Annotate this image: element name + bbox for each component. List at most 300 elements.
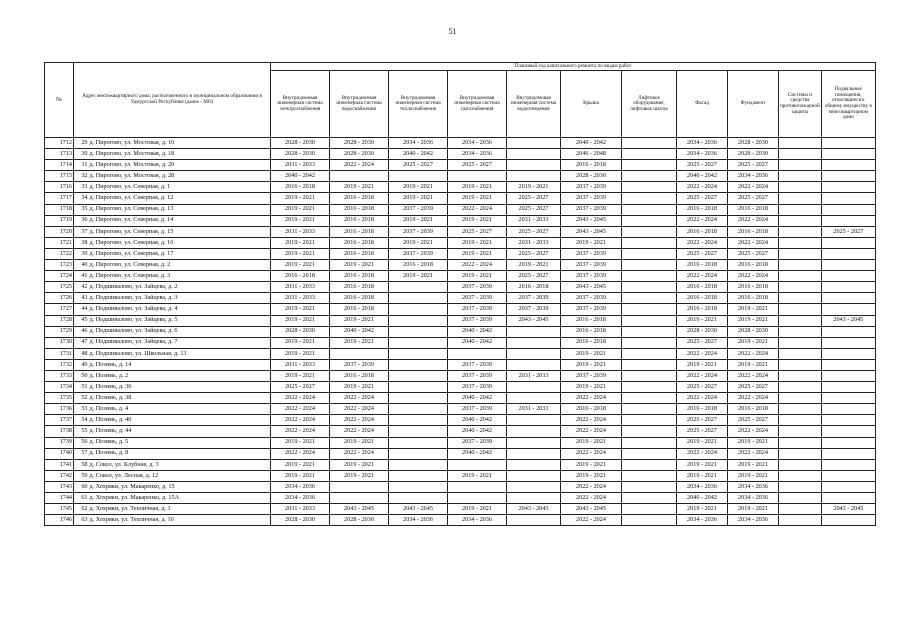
table-row — [45, 260, 876, 271]
row-work-period: 2034 - 2036 — [728, 171, 779, 182]
row-address: д. Пирогово, ул. Северная, д. 15 — [89, 226, 271, 237]
row-local-number: 33 — [74, 182, 89, 193]
row-work-period — [821, 370, 875, 381]
row-work-period — [821, 382, 875, 393]
row-address: д. Подшивалово, ул. Школьная, д. 13 — [89, 348, 271, 359]
row-work-period: 2016 - 2018 — [728, 204, 779, 215]
row-work-period: 2016 - 2018 — [677, 293, 728, 304]
table-row — [45, 448, 876, 459]
row-work-period: 2016 - 2018 — [330, 226, 389, 237]
row-work-period — [779, 248, 822, 259]
table-body — [45, 138, 876, 526]
row-local-number: 29 — [74, 138, 89, 149]
row-work-period: 2016 - 2018 — [330, 304, 389, 315]
row-work-period: 2043 - 2045 — [821, 315, 875, 326]
row-global-number: 1740 — [45, 448, 74, 459]
row-work-period: 2016 - 2018 — [330, 271, 389, 282]
header-elevator: Лифтовое оборудование, лифтовые шахты — [622, 71, 677, 138]
table-row — [45, 426, 876, 437]
row-work-period: 2043 - 2045 — [561, 282, 622, 293]
row-work-period: 2040 - 2042 — [448, 337, 507, 348]
row-work-period: 2019 - 2021 — [448, 271, 507, 282]
row-work-period: 2025 - 2027 — [507, 193, 561, 204]
row-local-number: 37 — [74, 226, 89, 237]
row-work-period — [779, 437, 822, 448]
row-work-period: 2016 - 2018 — [389, 260, 448, 271]
row-work-period — [779, 448, 822, 459]
row-work-period — [330, 348, 389, 359]
row-work-period — [507, 393, 561, 404]
row-work-period — [389, 171, 448, 182]
row-work-period: 2037 - 2039 — [389, 204, 448, 215]
row-work-period: 2028 - 2030 — [728, 149, 779, 160]
row-work-period — [448, 459, 507, 470]
row-work-period — [821, 448, 875, 459]
row-work-period: 2019 - 2021 — [728, 315, 779, 326]
row-work-period: 2025 - 2027 — [448, 160, 507, 171]
row-work-period — [821, 171, 875, 182]
row-address: д. Позимь, д. 8 — [89, 448, 271, 459]
row-work-period: 2025 - 2027 — [728, 382, 779, 393]
row-global-number: 1732 — [45, 359, 74, 370]
row-global-number: 1744 — [45, 493, 74, 504]
row-work-period — [779, 481, 822, 492]
row-work-period: 2022 - 2024 — [330, 393, 389, 404]
row-address: д. Подшивалово, ул. Зайцева, д. 2 — [89, 282, 271, 293]
row-local-number: 32 — [74, 171, 89, 182]
row-work-period: 2037 - 2039 — [561, 260, 622, 271]
row-work-period: 2043 - 2045 — [507, 504, 561, 515]
header-gas-supply: Внутридомовая инженерная система газоснабжения — [448, 71, 507, 138]
table-row — [45, 337, 876, 348]
row-work-period — [821, 182, 875, 193]
row-work-period: 2022 - 2024 — [677, 448, 728, 459]
row-local-number: 63 — [74, 515, 89, 526]
row-work-period — [779, 138, 822, 149]
row-global-number: 1724 — [45, 271, 74, 282]
row-work-period: 2028 - 2030 — [330, 515, 389, 526]
row-address: д. Хохряки, ул. Тепличная, д. 10 — [89, 515, 271, 526]
row-work-period — [507, 171, 561, 182]
row-local-number: 61 — [74, 493, 89, 504]
row-address: д. Хохряки, ул. Макаренко, д. 15А — [89, 493, 271, 504]
row-work-period: 2034 - 2036 — [271, 493, 330, 504]
row-global-number: 1717 — [45, 193, 74, 204]
row-global-number: 1730 — [45, 337, 74, 348]
row-work-period: 2016 - 2018 — [330, 370, 389, 381]
row-global-number: 1741 — [45, 459, 74, 470]
row-work-period — [389, 282, 448, 293]
row-work-period — [507, 382, 561, 393]
row-work-period — [821, 138, 875, 149]
row-work-period — [821, 304, 875, 315]
row-work-period — [507, 448, 561, 459]
row-work-period: 2019 - 2021 — [448, 193, 507, 204]
row-local-number: 44 — [74, 304, 89, 315]
row-work-period: 2022 - 2024 — [271, 404, 330, 415]
row-work-period: 2019 - 2021 — [271, 248, 330, 259]
row-work-period: 2025 - 2027 — [677, 193, 728, 204]
row-work-period — [821, 459, 875, 470]
table-row — [45, 382, 876, 393]
row-address: д. Позимь, д. 4 — [89, 404, 271, 415]
row-work-period: 2031 - 2033 — [507, 404, 561, 415]
row-work-period — [779, 304, 822, 315]
row-global-number: 1714 — [45, 160, 74, 171]
row-work-period: 2025 - 2027 — [728, 193, 779, 204]
row-work-period: 2016 - 2018 — [677, 260, 728, 271]
row-work-period: 2019 - 2021 — [271, 348, 330, 359]
row-work-period: 2034 - 2036 — [448, 515, 507, 526]
row-work-period: 2016 - 2018 — [728, 226, 779, 237]
header-foundation: Фундамент — [728, 71, 779, 138]
row-work-period: 2031 - 2033 — [271, 504, 330, 515]
table-row — [45, 404, 876, 415]
row-work-period: 2019 - 2021 — [330, 470, 389, 481]
row-work-period — [622, 437, 677, 448]
row-local-number: 50 — [74, 370, 89, 381]
row-work-period — [507, 326, 561, 337]
row-work-period: 2022 - 2024 — [271, 426, 330, 437]
row-work-period: 2019 - 2021 — [677, 470, 728, 481]
row-work-period — [779, 226, 822, 237]
row-work-period: 2016 - 2018 — [728, 404, 779, 415]
row-work-period: 2028 - 2030 — [271, 326, 330, 337]
row-work-period — [389, 348, 448, 359]
row-work-period — [389, 293, 448, 304]
row-work-period: 2019 - 2021 — [448, 504, 507, 515]
row-work-period: 2019 - 2021 — [271, 215, 330, 226]
row-work-period: 2022 - 2024 — [677, 348, 728, 359]
row-work-period — [779, 404, 822, 415]
row-work-period: 2040 - 2042 — [389, 149, 448, 160]
row-work-period — [622, 481, 677, 492]
row-work-period: 2031 - 2033 — [507, 370, 561, 381]
table-row — [45, 459, 876, 470]
row-work-period — [821, 282, 875, 293]
row-work-period — [821, 359, 875, 370]
row-work-period: 2019 - 2021 — [728, 459, 779, 470]
row-work-period — [821, 215, 875, 226]
row-work-period: 2037 - 2039 — [389, 248, 448, 259]
header-sewerage: Внутридомовая инженерная система водоотведения — [507, 71, 561, 138]
row-work-period — [821, 470, 875, 481]
table-row — [45, 149, 876, 160]
row-work-period: 2043 - 2045 — [561, 226, 622, 237]
row-work-period: 2025 - 2027 — [507, 248, 561, 259]
row-work-period — [389, 370, 448, 381]
row-work-period: 2031 - 2033 — [271, 359, 330, 370]
row-work-period: 2019 - 2021 — [507, 260, 561, 271]
row-work-period: 2037 - 2039 — [448, 370, 507, 381]
row-local-number: 52 — [74, 393, 89, 404]
row-work-period — [821, 493, 875, 504]
row-work-period: 2043 - 2045 — [389, 504, 448, 515]
row-work-period: 2031 - 2033 — [271, 282, 330, 293]
row-work-period: 2019 - 2021 — [271, 237, 330, 248]
row-work-period: 2022 - 2024 — [448, 260, 507, 271]
row-work-period — [779, 160, 822, 171]
row-work-period — [507, 415, 561, 426]
row-work-period: 2034 - 2036 — [677, 149, 728, 160]
table-row — [45, 226, 876, 237]
row-address: д. Подшивалово, ул. Зайцева, д. 3 — [89, 293, 271, 304]
row-global-number: 1727 — [45, 304, 74, 315]
row-work-period — [448, 171, 507, 182]
row-work-period: 2028 - 2030 — [728, 326, 779, 337]
header-roof: Крыша — [561, 71, 622, 138]
row-work-period — [507, 493, 561, 504]
row-work-period: 2016 - 2018 — [271, 182, 330, 193]
row-local-number: 41 — [74, 271, 89, 282]
row-work-period: 2019 - 2021 — [448, 248, 507, 259]
row-work-period — [507, 348, 561, 359]
table-row — [45, 282, 876, 293]
row-work-period: 2016 - 2018 — [330, 215, 389, 226]
row-work-period: 2022 - 2024 — [728, 348, 779, 359]
row-work-period — [622, 160, 677, 171]
row-work-period — [389, 337, 448, 348]
row-work-period — [779, 415, 822, 426]
row-work-period: 2034 - 2036 — [728, 481, 779, 492]
row-address: д. Пирогово, ул. Мостовая, д. 28 — [89, 171, 271, 182]
row-work-period: 2040 - 2042 — [677, 171, 728, 182]
row-work-period: 2037 - 2039 — [448, 315, 507, 326]
row-work-period: 2022 - 2024 — [728, 182, 779, 193]
row-work-period — [622, 315, 677, 326]
row-work-period: 2019 - 2021 — [271, 437, 330, 448]
row-work-period: 2034 - 2036 — [448, 138, 507, 149]
table-row — [45, 215, 876, 226]
row-address: д. Подшивалово, ул. Зайцева, д. 7 — [89, 337, 271, 348]
table-row — [45, 204, 876, 215]
row-global-number: 1736 — [45, 404, 74, 415]
row-global-number: 1735 — [45, 393, 74, 404]
row-global-number: 1721 — [45, 237, 74, 248]
row-work-period — [622, 404, 677, 415]
row-work-period: 2019 - 2021 — [507, 182, 561, 193]
row-work-period — [779, 215, 822, 226]
row-work-period: 2022 - 2024 — [677, 182, 728, 193]
row-work-period — [389, 437, 448, 448]
row-work-period: 2031 - 2033 — [271, 293, 330, 304]
row-work-period — [507, 160, 561, 171]
row-work-period — [779, 470, 822, 481]
row-work-period — [507, 481, 561, 492]
table-row — [45, 182, 876, 193]
row-global-number: 1746 — [45, 515, 74, 526]
row-local-number: 39 — [74, 248, 89, 259]
row-work-period: 2016 - 2018 — [561, 160, 622, 171]
row-global-number: 1734 — [45, 382, 74, 393]
row-work-period: 2025 - 2027 — [507, 271, 561, 282]
row-work-period: 2016 - 2018 — [728, 282, 779, 293]
row-work-period: 2022 - 2024 — [330, 448, 389, 459]
row-work-period: 2034 - 2036 — [389, 515, 448, 526]
row-work-period: 2016 - 2018 — [677, 226, 728, 237]
row-work-period: 2019 - 2021 — [561, 437, 622, 448]
row-address: д. Хохряки, ул. Тепличная, д. 1 — [89, 504, 271, 515]
row-address: д. Пирогово, ул. Северная, д. 3 — [89, 271, 271, 282]
row-work-period — [821, 415, 875, 426]
row-work-period — [821, 515, 875, 526]
row-work-period: 2028 - 2030 — [728, 138, 779, 149]
row-work-period: 2025 - 2027 — [677, 415, 728, 426]
row-work-period — [622, 293, 677, 304]
row-work-period — [821, 293, 875, 304]
row-work-period: 2040 - 2042 — [677, 493, 728, 504]
row-work-period — [622, 193, 677, 204]
row-work-period: 2040 - 2042 — [448, 393, 507, 404]
row-address: д. Пирогово, ул. Северная, д. 14 — [89, 215, 271, 226]
row-work-period — [622, 149, 677, 160]
row-work-period — [622, 237, 677, 248]
row-work-period: 2043 - 2045 — [507, 315, 561, 326]
row-work-period — [622, 470, 677, 481]
row-local-number: 35 — [74, 204, 89, 215]
row-work-period — [389, 470, 448, 481]
row-work-period — [821, 248, 875, 259]
table-row — [45, 415, 876, 426]
row-work-period: 2037 - 2039 — [448, 293, 507, 304]
table-row — [45, 271, 876, 282]
row-work-period: 2031 - 2033 — [271, 226, 330, 237]
header-number: № — [45, 63, 74, 138]
row-work-period — [389, 393, 448, 404]
row-local-number: 56 — [74, 437, 89, 448]
row-local-number: 62 — [74, 504, 89, 515]
row-work-period — [821, 348, 875, 359]
row-work-period: 2037 - 2039 — [507, 304, 561, 315]
row-work-period — [779, 348, 822, 359]
row-work-period — [779, 326, 822, 337]
row-work-period — [389, 493, 448, 504]
row-work-period: 2016 - 2018 — [728, 260, 779, 271]
row-work-period: 2037 - 2039 — [448, 404, 507, 415]
row-work-period — [507, 515, 561, 526]
row-global-number: 1720 — [45, 226, 74, 237]
row-local-number: 49 — [74, 359, 89, 370]
row-work-period: 2016 - 2018 — [330, 282, 389, 293]
row-work-period — [330, 481, 389, 492]
row-work-period: 2043 - 2045 — [561, 215, 622, 226]
table-row — [45, 481, 876, 492]
row-work-period: 2043 - 2045 — [821, 504, 875, 515]
row-work-period — [779, 315, 822, 326]
row-work-period: 2019 - 2021 — [561, 359, 622, 370]
row-address: д. Пирогово, ул. Северная, д. 13 — [89, 204, 271, 215]
row-work-period — [507, 426, 561, 437]
row-work-period — [622, 448, 677, 459]
row-work-period — [821, 337, 875, 348]
row-work-period: 2022 - 2024 — [677, 215, 728, 226]
row-work-period — [622, 326, 677, 337]
row-work-period: 2025 - 2027 — [389, 160, 448, 171]
row-work-period: 2019 - 2021 — [330, 260, 389, 271]
row-work-period: 2019 - 2021 — [448, 237, 507, 248]
row-work-period: 2025 - 2027 — [271, 382, 330, 393]
row-address: д. Позимь, д. 2 — [89, 370, 271, 381]
row-work-period: 2019 - 2021 — [448, 182, 507, 193]
row-work-period: 2025 - 2027 — [677, 160, 728, 171]
row-work-period — [622, 204, 677, 215]
row-work-period: 2019 - 2021 — [561, 382, 622, 393]
row-work-period: 2019 - 2021 — [728, 359, 779, 370]
row-work-period: 2040 - 2042 — [330, 326, 389, 337]
row-work-period — [821, 237, 875, 248]
row-work-period: 2016 - 2018 — [677, 404, 728, 415]
row-local-number: 42 — [74, 282, 89, 293]
row-work-period: 2022 - 2024 — [561, 515, 622, 526]
row-work-period: 2025 - 2027 — [728, 415, 779, 426]
row-work-period — [622, 138, 677, 149]
row-local-number: 60 — [74, 481, 89, 492]
row-work-period — [779, 393, 822, 404]
row-work-period: 2022 - 2024 — [561, 448, 622, 459]
row-work-period: 2043 - 2045 — [561, 504, 622, 515]
row-work-period: 2040 - 2042 — [448, 326, 507, 337]
row-global-number: 1739 — [45, 437, 74, 448]
row-address: д. Пирогово, ул. Мостовая, д. 18 — [89, 149, 271, 160]
row-work-period: 2019 - 2021 — [389, 215, 448, 226]
table-row — [45, 437, 876, 448]
row-work-period: 2016 - 2018 — [561, 315, 622, 326]
row-work-period: 2034 - 2036 — [389, 138, 448, 149]
row-work-period — [622, 226, 677, 237]
row-work-period — [779, 493, 822, 504]
row-work-period: 2025 - 2027 — [728, 248, 779, 259]
row-global-number: 1713 — [45, 149, 74, 160]
row-work-period: 2037 - 2039 — [561, 293, 622, 304]
row-work-period — [622, 271, 677, 282]
row-global-number: 1723 — [45, 260, 74, 271]
row-work-period: 2022 - 2024 — [728, 370, 779, 381]
row-local-number: 48 — [74, 348, 89, 359]
row-work-period: 2019 - 2021 — [271, 470, 330, 481]
row-work-period: 2022 - 2024 — [728, 237, 779, 248]
row-work-period: 2037 - 2039 — [448, 359, 507, 370]
row-work-period — [779, 382, 822, 393]
row-work-period: 2022 - 2024 — [728, 393, 779, 404]
row-work-period — [821, 404, 875, 415]
row-address: д. Пирогово, ул. Северная, д. 12 — [89, 193, 271, 204]
row-work-period: 2016 - 2018 — [561, 404, 622, 415]
row-address: д. Позимь, д. 14 — [89, 359, 271, 370]
table-row — [45, 304, 876, 315]
row-work-period — [779, 337, 822, 348]
row-work-period: 2031 - 2033 — [507, 237, 561, 248]
row-work-period: 2019 - 2021 — [728, 504, 779, 515]
row-global-number: 1716 — [45, 182, 74, 193]
row-work-period — [389, 415, 448, 426]
row-work-period — [622, 282, 677, 293]
row-local-number: 59 — [74, 470, 89, 481]
header-heat-supply: Внутридомовая инженерная система теплоснабжения — [389, 71, 448, 138]
row-work-period: 2019 - 2021 — [677, 315, 728, 326]
row-work-period — [779, 149, 822, 160]
row-work-period — [507, 437, 561, 448]
row-work-period: 2022 - 2024 — [561, 426, 622, 437]
row-work-period — [622, 171, 677, 182]
row-work-period: 2019 - 2021 — [389, 271, 448, 282]
row-work-period: 2043 - 2045 — [330, 504, 389, 515]
row-address: д. Позимь, д. 36 — [89, 382, 271, 393]
row-work-period — [622, 337, 677, 348]
row-work-period — [389, 481, 448, 492]
row-work-period: 2025 - 2027 — [677, 426, 728, 437]
header-address: Адрес многоквартирного дома, расположенного в муниципальном образовании в Удмуртской Республике (далее - МО) — [74, 63, 271, 138]
table-row — [45, 160, 876, 171]
